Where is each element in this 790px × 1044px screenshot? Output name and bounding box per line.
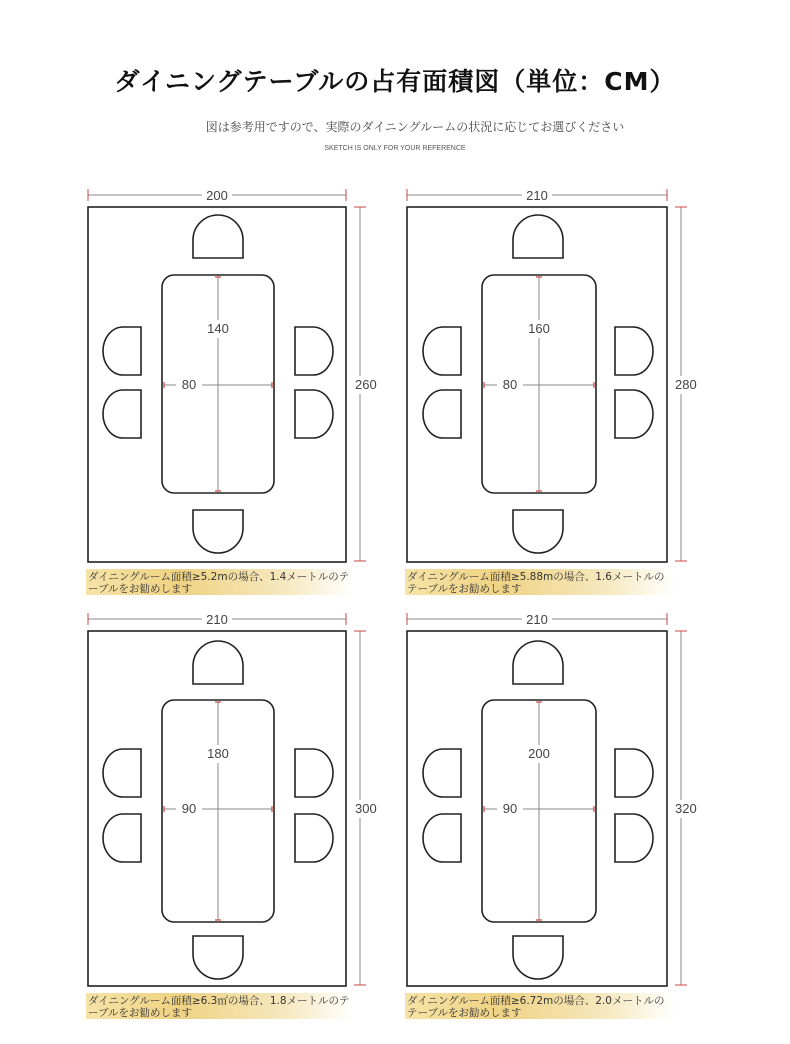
chair-right-1 (295, 327, 333, 375)
chair-left-1 (103, 327, 141, 375)
chair-bottom (193, 936, 243, 979)
chair-bottom (513, 936, 563, 979)
page-subtitle: 図は参考用ですので、実際のダイニングルームの状況に応じてお選びください (205, 120, 625, 134)
table-length-label: 180 (207, 746, 229, 761)
chair-left-1 (103, 749, 141, 797)
room-width-label: 210 (526, 188, 548, 203)
chair-right-2 (295, 814, 333, 862)
table-length-label: 140 (207, 321, 229, 336)
chair-right-2 (615, 390, 653, 438)
recommendation-caption: ダイニングルーム面積≥6.3㎡の場合、1.8メートルのテーブルをお勧めします (86, 993, 354, 1019)
table-length-label: 160 (528, 321, 550, 336)
recommendation-caption: ダイニングルーム面積≥5.2mの場合、1.4メートルのテーブルをお勧めします (86, 569, 354, 595)
chair-top (513, 215, 563, 258)
floor-plan-diagram (86, 186, 386, 571)
floor-plan-diagram (86, 610, 386, 995)
table-width-label: 90 (181, 801, 197, 816)
chair-left-2 (423, 390, 461, 438)
table-width-label: 90 (502, 801, 518, 816)
floor-plan-diagram (405, 610, 705, 995)
chair-right-2 (295, 390, 333, 438)
table-width-label: 80 (181, 377, 197, 392)
room-length-label: 320 (675, 801, 697, 816)
page-subtitle-english: SKETCH IS ONLY FOR YOUR REFERENCE (324, 145, 466, 152)
chair-top (193, 641, 243, 684)
room-length-label: 300 (355, 801, 377, 816)
floor-plan-diagram (405, 186, 705, 571)
chair-bottom (193, 510, 243, 553)
table-width-label: 80 (502, 377, 518, 392)
chair-bottom (513, 510, 563, 553)
chair-left-1 (423, 327, 461, 375)
page-title: ダイニングテーブルの占有面積図（単位：CM） (114, 67, 676, 96)
room-width-label: 200 (206, 188, 228, 203)
chair-right-1 (295, 749, 333, 797)
recommendation-caption: ダイニングルーム面積≥6.72mの場合、2.0メートルのテーブルをお勧めします (405, 993, 675, 1019)
room-width-label: 210 (206, 612, 228, 627)
chair-right-1 (615, 749, 653, 797)
chair-left-2 (423, 814, 461, 862)
chair-left-1 (423, 749, 461, 797)
chair-right-1 (615, 327, 653, 375)
chair-right-2 (615, 814, 653, 862)
recommendation-caption: ダイニングルーム面積≥5.88mの場合、1.6メートルのテーブルをお勧めします (405, 569, 675, 595)
room-length-label: 260 (355, 377, 377, 392)
room-length-label: 280 (675, 377, 697, 392)
chair-top (513, 641, 563, 684)
chair-left-2 (103, 390, 141, 438)
chair-left-2 (103, 814, 141, 862)
table-length-label: 200 (528, 746, 550, 761)
chair-top (193, 215, 243, 258)
room-width-label: 210 (526, 612, 548, 627)
